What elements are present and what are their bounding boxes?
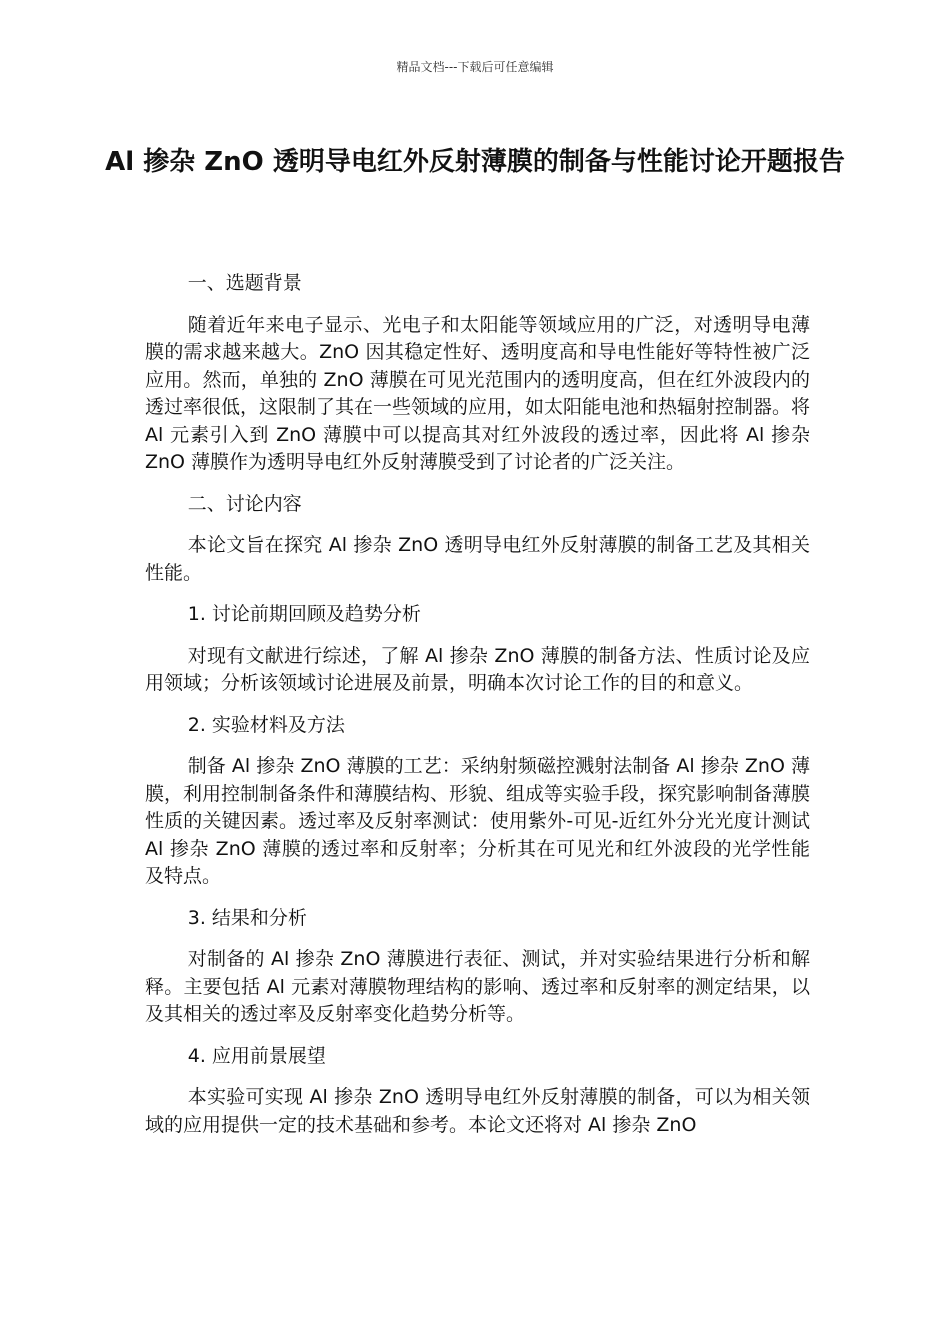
document-body xyxy=(145,270,810,1153)
document-title: Al 掺杂 ZnO 透明导电红外反射薄膜的制备与性能讨论开题报告 xyxy=(105,147,845,177)
section-heading-content: 二、讨论内容 xyxy=(187,492,302,515)
paragraph-outlook: 本实验可实现 Al 掺杂 ZnO 透明导电红外反射薄膜的制备，可以为相关领域的应用提供一定的技术基础和参考。本论文还将对 Al 掺杂 ZnO xyxy=(145,1086,810,1136)
paragraph-methods: 制备 Al 掺杂 ZnO 薄膜的工艺：采纳射频磁控溅射法制备 Al 掺杂 ZnO 薄膜，利用控制制备条件和薄膜结构、形貌、组成等实验手段，探究影响制备薄膜性质的关键因素。透过率及反射率测试：使用紫外-可见-近红外分光光度计测试 Al 掺杂 ZnO 薄膜的透过率和反射率；分析其在可见光和红外波段的光学性能及特点。 xyxy=(145,755,811,887)
header-note: 精品文档---下载后可任意编辑 xyxy=(396,60,554,74)
subsection-heading-results: 3. 结果和分析 xyxy=(187,906,307,929)
paragraph-results: 对制备的 Al 掺杂 ZnO 薄膜进行表征、测试，并对实验结果进行分析和解释。主要包括 Al 元素对薄膜物理结构的影响、透过率和反射率的测定结果，以及其相关的透过率及反射率变化趋势分析等。 xyxy=(145,948,810,1025)
subsection-heading-methods: 2. 实验材料及方法 xyxy=(187,713,345,736)
paragraph-content-intro: 本论文旨在探究 Al 掺杂 ZnO 透明导电红外反射薄膜的制备工艺及其相关性能。 xyxy=(145,534,810,584)
section-heading-background: 一、选题背景 xyxy=(187,272,302,294)
subsection-heading-outlook: 4. 应用前景展望 xyxy=(187,1044,326,1067)
subsection-heading-review: 1. 讨论前期回顾及趋势分析 xyxy=(187,603,421,625)
paragraph-review: 对现有文献进行综述，了解 Al 掺杂 ZnO 薄膜的制备方法、性质讨论及应用领域；分析该领域讨论进展及前景，明确本次讨论工作的目的和意义。 xyxy=(145,644,810,694)
paragraph-background: 随着近年来电子显示、光电子和太阳能等领域应用的广泛，对透明导电薄膜的需求越来越大。ZnO 因其稳定性好、透明度高和导电性能好等特性被广泛应用。然而，单独的 ZnO 薄膜在可见光范围内的透明度高，但在红外波段内的透过率很低，这限制了其在一些领域的应用，如太阳能电池和热辐射控制器。将 Al 元素引入到 ZnO 薄膜中可以提高其对红外波段的透过率，因此将 Al 掺杂 ZnO 薄膜作为透明导电红外反射薄膜受到了讨论者的广泛关注。 xyxy=(145,313,811,473)
